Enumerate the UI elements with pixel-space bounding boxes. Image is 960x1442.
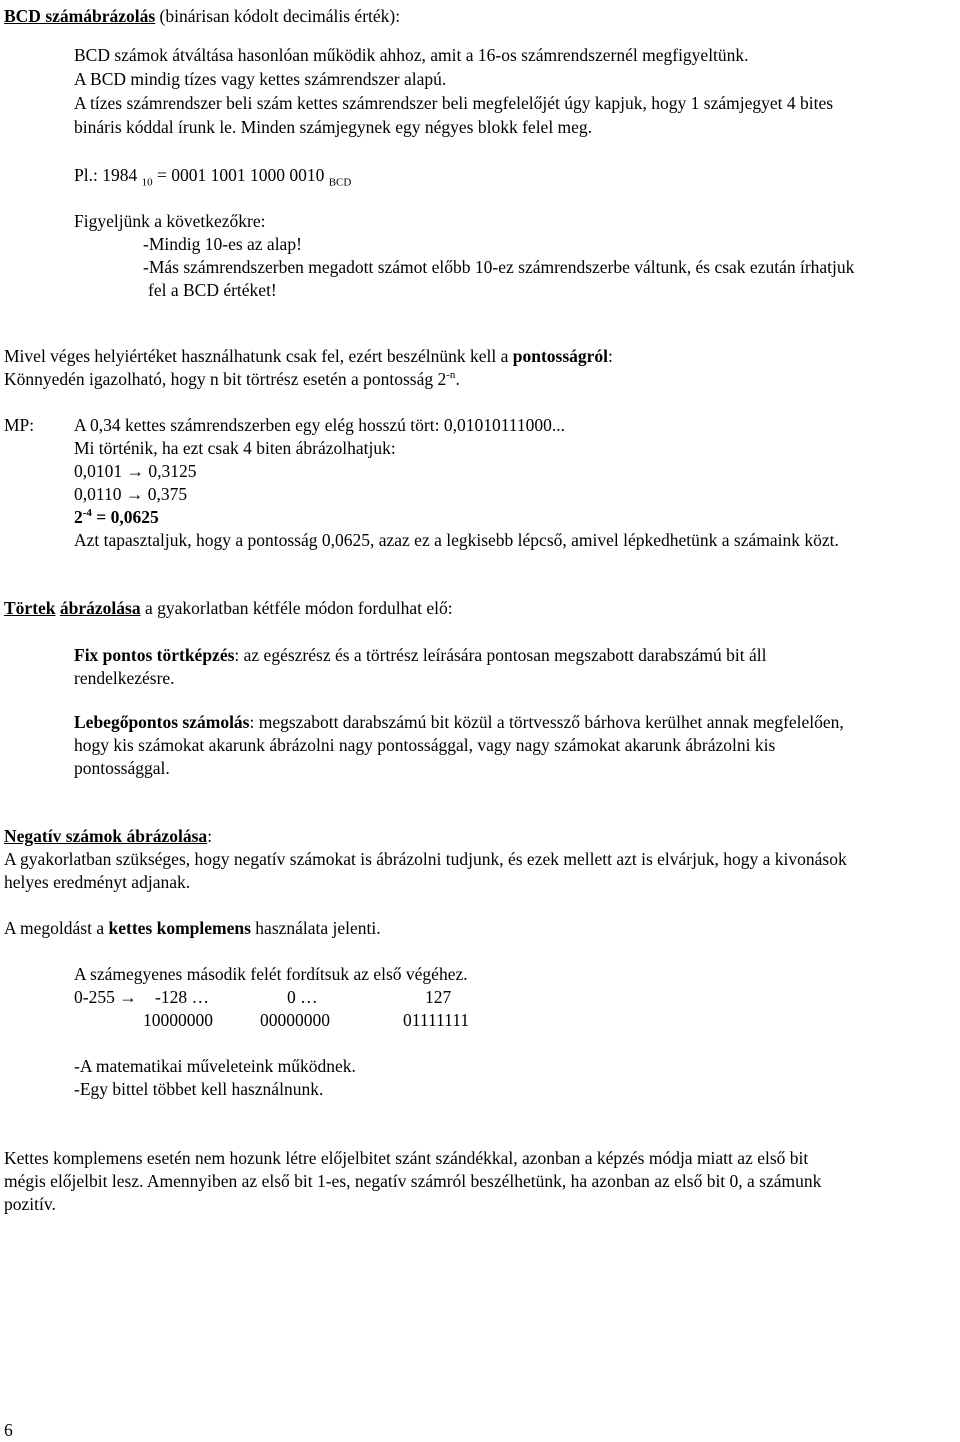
precision-keyword: pontosságról (512, 346, 609, 366)
example-prefix: Pl.: 1984 (74, 165, 142, 185)
fixed-point-line-2: rendelkezésre. (74, 668, 175, 688)
precision-text: Mivel véges helyiértéket használhatunk csak fel, ezért beszélnünk kell a (4, 346, 513, 366)
mp-line-4: 0,0110 → 0,375 (74, 484, 188, 504)
range-value-3: 127 (425, 987, 452, 1007)
number-line-text: A számegyenes második felét fordítsuk az első végéhez. (74, 964, 468, 984)
bcd-line-1: BCD számok átváltása hasonlóan működik ahhoz, amit a 16-os számrendszernél megfigyeltünk. (74, 45, 749, 65)
notice-item-2a: -Más számrendszerben megadott számot előbb 10-ez számrendszerbe váltunk, és csak ezután írhatjuk (143, 257, 855, 277)
float-term: Lebegőpontos számolás (74, 712, 250, 732)
float-line-1 (74, 710, 844, 734)
solution-post: használata jelenti. (250, 918, 381, 938)
range-value-1: -128 … (155, 987, 209, 1007)
mp-line-5 (74, 505, 159, 529)
bcd-heading: BCD számábrázolás (4, 6, 156, 26)
final-line-3: pozitív. (4, 1194, 56, 1214)
mp-label: MP: (4, 415, 35, 435)
mp-line-3: 0,0101 → 0,3125 (74, 461, 197, 481)
bcd-example (74, 163, 351, 187)
fractions-heading-b: ábrázolása (59, 598, 141, 618)
bcd-heading-rest: (binárisan kódolt decimális érték): (155, 6, 401, 26)
bcd-line-4: bináris kóddal írunk le. Minden számjegynek egy négyes blokk felel meg. (74, 117, 593, 137)
page-number: 6 (4, 1420, 13, 1440)
bcd-line-2: A BCD mindig tízes vagy kettes számrendszer alapú. (74, 69, 447, 89)
precision-line-2-text: Könnyedén igazolható, hogy n bit törtrész esetén a pontosság 2 (4, 369, 447, 389)
bcd-line-3: A tízes számrendszer beli szám kettes számrendszer beli megfelelőjét úgy kapjuk, hogy 1 számjegyet 4 bites (74, 93, 834, 113)
mp-line-2: Mi történik, ha ezt csak 4 biten ábrázolhatjuk: (74, 438, 396, 458)
negative-line-1: A gyakorlatban szükséges, hogy negatív számokat is ábrázolni tudjunk, és ezek mellett azt is elvárjuk, hogy a kivonások (4, 849, 847, 869)
precision-line-2-end: . (455, 369, 460, 389)
fixed-point-line-1 (74, 643, 766, 667)
solution-pre: A megoldást a (4, 918, 109, 938)
negative-heading-colon: : (207, 826, 213, 846)
precision-line-2 (4, 367, 460, 391)
example-mid: = 0001 1001 1000 0010 (152, 165, 329, 185)
binary-value-3: 01111111 (403, 1010, 470, 1030)
notice-item-1: -Mindig 10-es az alap! (143, 234, 302, 254)
mp-5-rest: = 0,0625 (91, 507, 159, 527)
float-line-2: hogy kis számokat akarunk ábrázolni nagy pontossággal, vagy nagy számokat akarunk ábrázolni kis (74, 735, 776, 755)
fixed-point-text: : az egészrész és a törtrész leírására pontosan megszabott darabszámú bit áll (234, 645, 767, 665)
bcd-heading-line (4, 4, 400, 28)
point-1: -A matematikai műveleteink működnek. (74, 1056, 356, 1076)
mp-5-exponent: -4 (82, 507, 92, 520)
fractions-heading (4, 596, 453, 620)
point-2: -Egy bittel többet kell használnunk. (74, 1079, 324, 1099)
range-value-2: 0 … (287, 987, 318, 1007)
negative-heading: Negatív számok ábrázolása (4, 826, 208, 846)
float-text: : megszabott darabszámú bit közül a törtvessző bárhova kerülhet annak megfelelően, (249, 712, 844, 732)
precision-colon: : (608, 346, 613, 366)
range-label: 0-255 → (74, 987, 137, 1007)
solution-line (4, 916, 381, 940)
final-line-2: mégis előjelbit lesz. Amennyiben az első bit 1-es, negatív számról beszélhetünk, ha azonban az első bit 0, a számunk (4, 1171, 822, 1191)
negative-line-2: helyes eredményt adjanak. (4, 872, 191, 892)
example-sub-bcd: BCD (328, 176, 352, 189)
fractions-heading-rest: a gyakorlatban kétféle módon fordulhat elő: (140, 598, 453, 618)
final-line-1: Kettes komplemens esetén nem hozunk létre előjelbitet szánt szándékkal, azonban a képzés módja miatt az első bit (4, 1148, 809, 1168)
mp-line-1: A 0,34 kettes számrendszerben egy elég hosszú tört: 0,01010111000... (74, 415, 566, 435)
fractions-heading-a: Törtek (4, 598, 56, 618)
precision-line-1 (4, 344, 613, 368)
notice-item-2b: fel a BCD értéket! (148, 280, 277, 300)
binary-value-1: 10000000 (143, 1010, 213, 1030)
precision-exponent: -n (446, 369, 456, 382)
mp-line-6: Azt tapasztaljuk, hogy a pontosság 0,0625, azaz ez a legkisebb lépcső, amivel lépkedhetünk a számaink közt. (74, 530, 839, 550)
notice-heading: Figyeljünk a következőkre: (74, 211, 266, 231)
example-sub-dec: 10 (141, 176, 153, 189)
binary-value-2: 00000000 (260, 1010, 330, 1030)
negative-heading-line (4, 824, 212, 848)
float-line-3: pontossággal. (74, 758, 170, 778)
solution-term: kettes komplemens (108, 918, 251, 938)
fixed-point-term: Fix pontos törtképzés (74, 645, 235, 665)
mp-5-base: 2 (74, 507, 83, 527)
